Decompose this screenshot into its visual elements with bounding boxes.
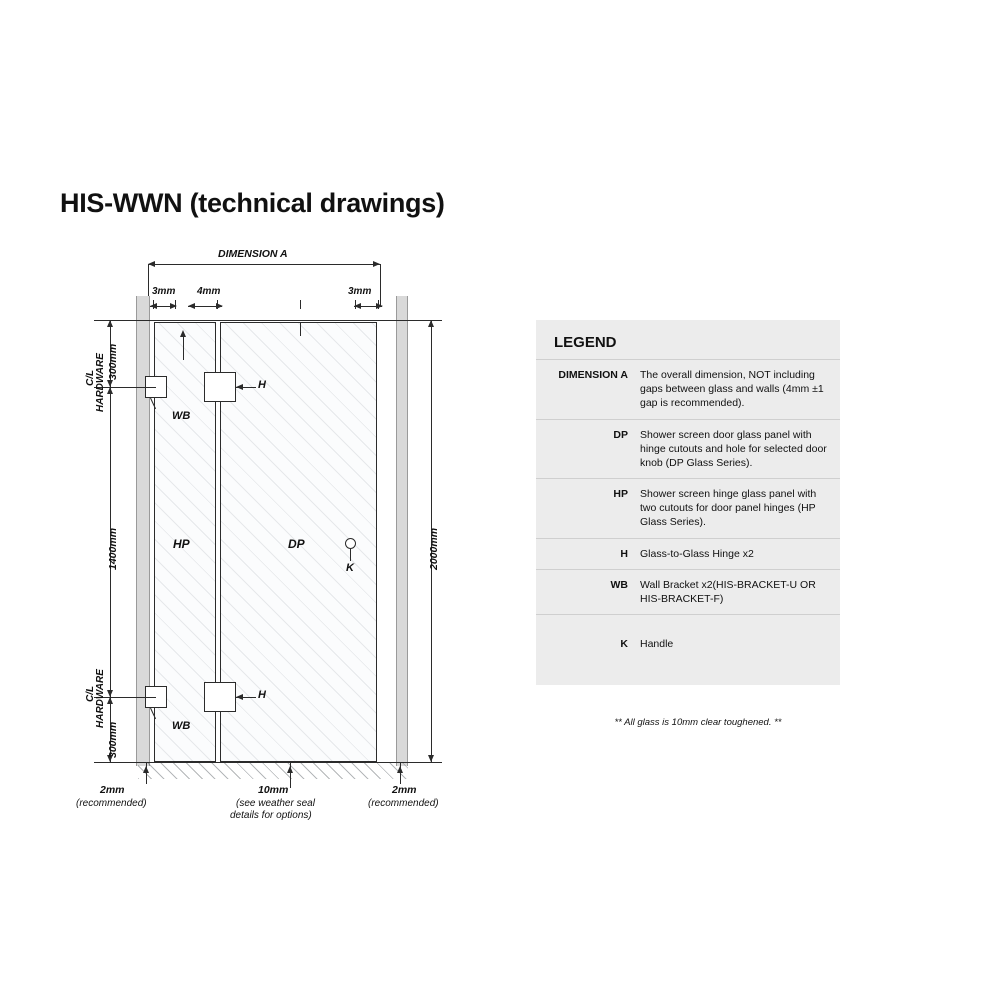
hinge-bottom — [204, 682, 236, 712]
legend-key: DIMENSION A — [536, 360, 634, 420]
gap-tick-4 — [300, 300, 301, 309]
legend-title: LEGEND — [554, 334, 617, 351]
gap-tick-5 — [355, 300, 356, 309]
panel-hp-label: HP — [173, 537, 190, 551]
legend-row — [536, 479, 840, 539]
legend-value: Shower screen hinge glass panel with two cutouts for door panel hinges (HP Glass Series). — [634, 479, 840, 539]
wall-bracket-bottom-label: WB — [172, 720, 191, 732]
hinge-top-leader-arrow — [236, 384, 243, 390]
left-ext-top — [94, 320, 156, 321]
legend-value: The overall dimension, NOT including gaps between glass and walls (4mm ±1 gap is recommended). — [634, 360, 840, 420]
legend-note: ** All glass is 10mm clear toughened. ** — [536, 705, 860, 742]
left-dim-300-top-label: 300mm — [107, 343, 119, 380]
bottom-right-arrow — [397, 766, 403, 773]
legend-key: H — [536, 538, 634, 569]
right-dim-2000-arrow-down — [428, 755, 434, 762]
legend-key: K — [620, 638, 628, 651]
right-dim-2000-label: 2000mm — [428, 527, 440, 570]
hp-top-arrow-line — [183, 334, 184, 360]
right-dim-2000-arrow-up — [428, 320, 434, 327]
left-dim-1400-label: 1400mm — [107, 527, 119, 570]
bottom-mid-value: 10mm — [258, 784, 289, 796]
gap-mid-label: 4mm — [197, 286, 221, 297]
hinge-bottom-leader-arrow — [236, 694, 243, 700]
bottom-mid-arrow — [287, 766, 293, 773]
left-dim-300-bottom-label: 300mm — [107, 721, 119, 758]
bottom-left-arrow — [143, 766, 149, 773]
left-dim-300-top-arrow-down — [107, 380, 113, 387]
left-dim-1400-arrow-up — [107, 387, 113, 394]
hinge-top — [204, 372, 236, 402]
left-hardware-top-label-a: C/L — [85, 369, 96, 386]
floor-hatch — [138, 763, 408, 779]
knob-leader — [350, 549, 351, 561]
legend-value: Handle — [640, 638, 674, 651]
legend-value: Shower screen door glass panel with hinge cutouts and hole for selected door knob (DP Glass Series). — [634, 419, 840, 479]
wall-bracket-top-label: WB — [172, 410, 191, 422]
technical-drawing — [60, 250, 520, 850]
legend-bottom-pad — [536, 659, 840, 685]
legend-key: DP — [536, 419, 634, 479]
left-hardware-bottom-label-a: C/L — [85, 685, 96, 702]
legend-row — [536, 360, 840, 420]
hinge-top-label: H — [258, 379, 266, 391]
bottom-left-note: (recommended) — [76, 798, 147, 809]
legend-value: Wall Bracket x2(HIS-BRACKET-U OR HIS-BRACKET-F) — [634, 569, 840, 614]
page-title: HIS-WWN (technical drawings) — [60, 188, 445, 218]
gap-tick-3 — [217, 300, 218, 309]
bottom-right-value: 2mm — [392, 784, 417, 796]
legend-value: Glass-to-Glass Hinge x2 — [634, 538, 840, 569]
hinge-bottom-label: H — [258, 689, 266, 701]
legend-panel — [536, 320, 840, 685]
door-knob — [345, 538, 356, 549]
gap-tick-1 — [153, 300, 154, 309]
bottom-mid-note-a: (see weather seal — [236, 798, 315, 809]
dimension-a-arrow-right — [373, 261, 380, 267]
wall-strip-right — [396, 296, 408, 766]
left-dim-300-bottom-arrow-up — [107, 697, 113, 704]
dimension-a-label: DIMENSION A — [218, 248, 288, 260]
dimension-a-ext-right — [380, 264, 381, 306]
panel-dp-label: DP — [288, 537, 305, 551]
legend-table — [536, 359, 840, 659]
legend-spacer-row — [536, 615, 840, 630]
bottom-left-value: 2mm — [100, 784, 125, 796]
knob-label: K — [346, 562, 354, 574]
dimension-a-arrow-left — [148, 261, 155, 267]
legend-key: HP — [536, 479, 634, 539]
bottom-right-note: (recommended) — [368, 798, 439, 809]
left-dim-300-top-arrow-up — [107, 320, 113, 327]
gap-mid-arrow-a — [188, 303, 195, 309]
legend-row — [536, 629, 840, 659]
gap-left-label: 3mm — [152, 286, 176, 297]
left-hardware-bottom-label-b: HARDWARE — [95, 669, 106, 728]
gap-right-label: 3mm — [348, 286, 372, 297]
dimension-a-line — [148, 264, 380, 265]
left-dim-1400-arrow-down — [107, 690, 113, 697]
legend-row — [536, 538, 840, 569]
legend-key: WB — [536, 569, 634, 614]
gap-tick-2 — [175, 300, 176, 309]
dp-top-tick — [300, 322, 301, 336]
left-hardware-top-label-b: HARDWARE — [95, 353, 106, 412]
gap-tick-6 — [378, 300, 379, 309]
bottom-mid-note-b: details for options) — [230, 810, 312, 821]
legend-row — [536, 419, 840, 479]
legend-row — [536, 569, 840, 614]
hp-top-arrow-head — [180, 330, 186, 337]
